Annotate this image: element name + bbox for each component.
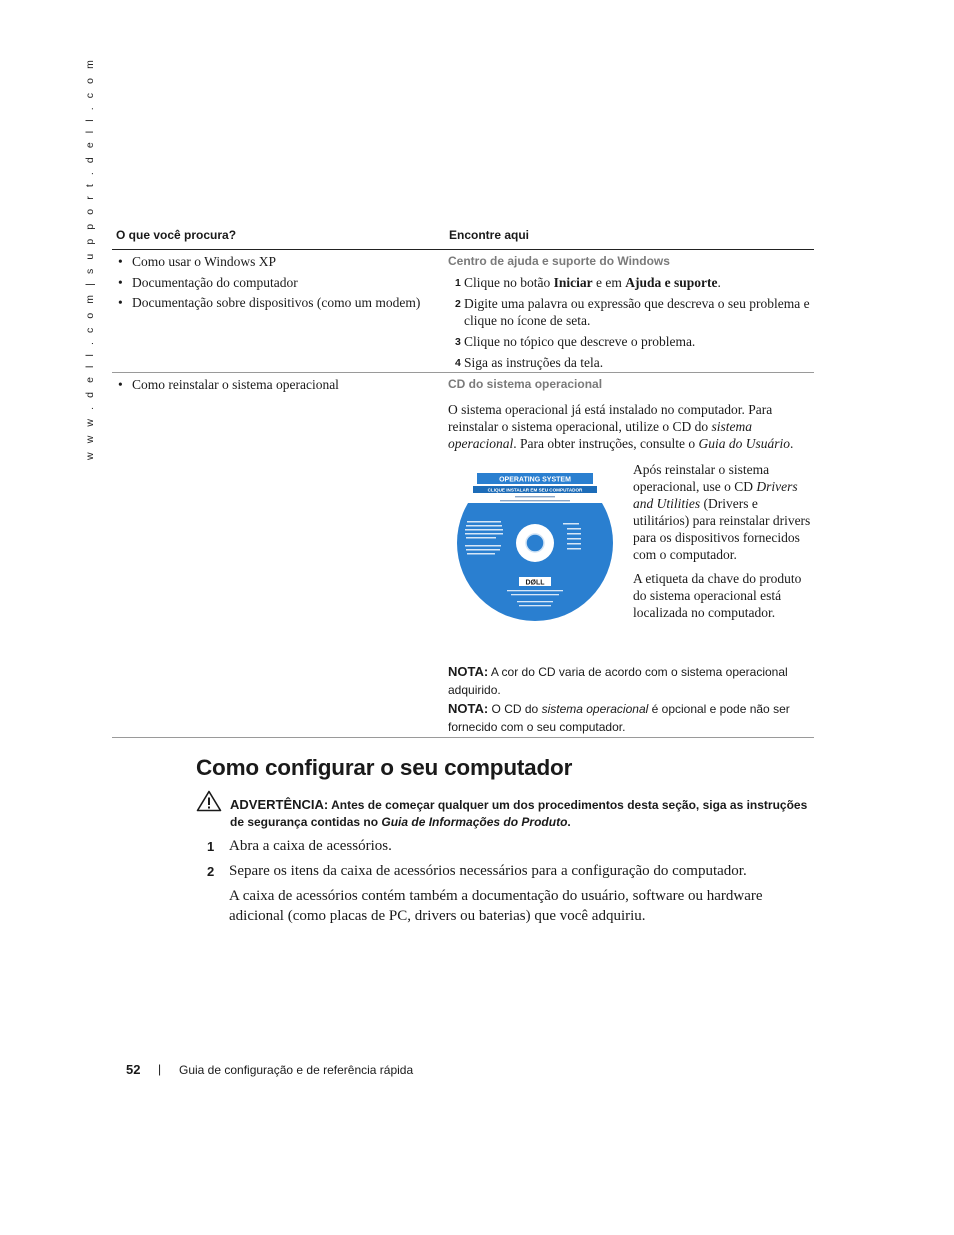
note-text: é opcional e pode não ser fornecido com o seu computador. xyxy=(448,702,790,734)
step-text: Clique no tópico que descreve o problema. xyxy=(464,334,696,349)
cd-banner-text: OPERATING SYSTEM xyxy=(499,476,571,484)
page-footer xyxy=(126,1062,414,1077)
text-italic: Guia de Informações do Produto xyxy=(381,815,568,829)
text: . xyxy=(567,815,571,829)
step-text: e em xyxy=(592,275,626,290)
note-label: NOTA: xyxy=(448,664,489,679)
col-header-what: O que você procura? xyxy=(116,228,237,242)
footer-title: Guia de configuração e de referência rápida xyxy=(179,1063,414,1077)
text: O sistema operacional já está instalado no computador. Para reinstalar o sistema operacional, utilize o CD do xyxy=(448,402,773,434)
row1-resources xyxy=(448,253,814,371)
list-item: • Como usar o Windows XP xyxy=(118,252,438,273)
step xyxy=(448,295,814,329)
section-title: Como configurar o seu computador xyxy=(196,755,573,780)
text: Após reinstalar o sistema operacional, use o CD xyxy=(633,462,770,494)
note-text: O CD do xyxy=(488,702,542,716)
resource-heading: Centro de ajuda e suporte do Windows xyxy=(448,254,670,268)
list-item: • Documentação sobre dispositivos (como um modem) xyxy=(118,293,438,314)
note xyxy=(448,700,814,736)
note-label: NOTA: xyxy=(448,701,489,716)
text-italic: Guia do Usuário xyxy=(698,436,790,451)
note xyxy=(448,663,814,699)
step-number: 2 xyxy=(455,298,461,310)
step-number: 1 xyxy=(455,277,461,289)
warning-text xyxy=(230,796,816,831)
note-text: A cor do CD varia de acordo com o sistema operacional adquirido. xyxy=(448,665,788,697)
paragraph: A caixa de acessórios contém também a documentação do usuário, software ou hardware adicional (como placas de PC, drivers ou baterias) que você adquiriu. xyxy=(229,888,763,924)
step xyxy=(448,333,814,350)
note-text-italic: sistema operacional xyxy=(541,702,649,716)
text: Antes de começar qualquer um dos procedimentos desta seção, siga as instruções de segurança contidas no xyxy=(230,798,808,829)
text: . xyxy=(789,436,794,451)
step-number: 3 xyxy=(455,336,461,348)
step xyxy=(448,354,814,371)
step-text: Siga as instruções da tela. xyxy=(464,355,604,370)
step-text-bold: Iniciar xyxy=(553,275,593,290)
warning-label: ADVERTÊNCIA: xyxy=(230,797,329,812)
side-url: w w w . d e l l . c o m | s u p p o r t . d e l l . c o m xyxy=(84,57,96,460)
step-text: Abra a caixa de acessórios. xyxy=(229,838,392,854)
row1-topics xyxy=(118,252,438,314)
text: (Drivers e utilitários) para reinstalar drivers para os dispositivos fornecidos com o computador. xyxy=(633,496,811,562)
table-header xyxy=(112,222,814,250)
col-header-where: Encontre aqui xyxy=(449,228,530,242)
footer-separator: | xyxy=(158,1062,162,1076)
step-number: 4 xyxy=(455,357,461,369)
text-italic: Drivers and Utilities xyxy=(633,479,798,511)
list-item: • Documentação do computador xyxy=(118,273,438,294)
paragraph xyxy=(633,461,814,563)
warning-icon xyxy=(196,790,222,812)
page-number: 52 xyxy=(126,1062,141,1077)
step-text: Clique no botão xyxy=(464,275,554,290)
step-text-bold: Ajuda e suporte xyxy=(625,275,718,290)
cd-line xyxy=(515,496,555,497)
resource-heading: CD do sistema operacional xyxy=(448,377,603,391)
cd-sub-text: CLIQUE INSTALAR EM SEU COMPUTADOR xyxy=(487,487,583,493)
step-number: 2 xyxy=(207,864,215,879)
dell-logo: DØLL xyxy=(525,579,545,587)
cd-line xyxy=(500,500,570,501)
text: . Para obter instruções, consulte o xyxy=(513,436,699,451)
row2-topics xyxy=(118,375,438,396)
table-row xyxy=(112,250,814,373)
cd-hole xyxy=(526,534,544,552)
step-text: Digite uma palavra ou expressão que descreva o seu problema e clique no ícone de seta. xyxy=(464,296,810,328)
paragraph: A etiqueta da chave do produto do sistema operacional está localizada no computador. xyxy=(633,571,802,620)
paragraph xyxy=(448,401,814,452)
list-item: • Como reinstalar o sistema operacional xyxy=(118,375,438,396)
step-number: 1 xyxy=(207,839,215,854)
os-cd-image xyxy=(455,463,615,623)
text-italic: sistema operacional xyxy=(448,419,753,451)
step-text: Separe os itens da caixa de acessórios necessários para a configuração do computador. xyxy=(229,863,747,879)
step xyxy=(448,274,814,291)
step-text: . xyxy=(717,275,721,290)
